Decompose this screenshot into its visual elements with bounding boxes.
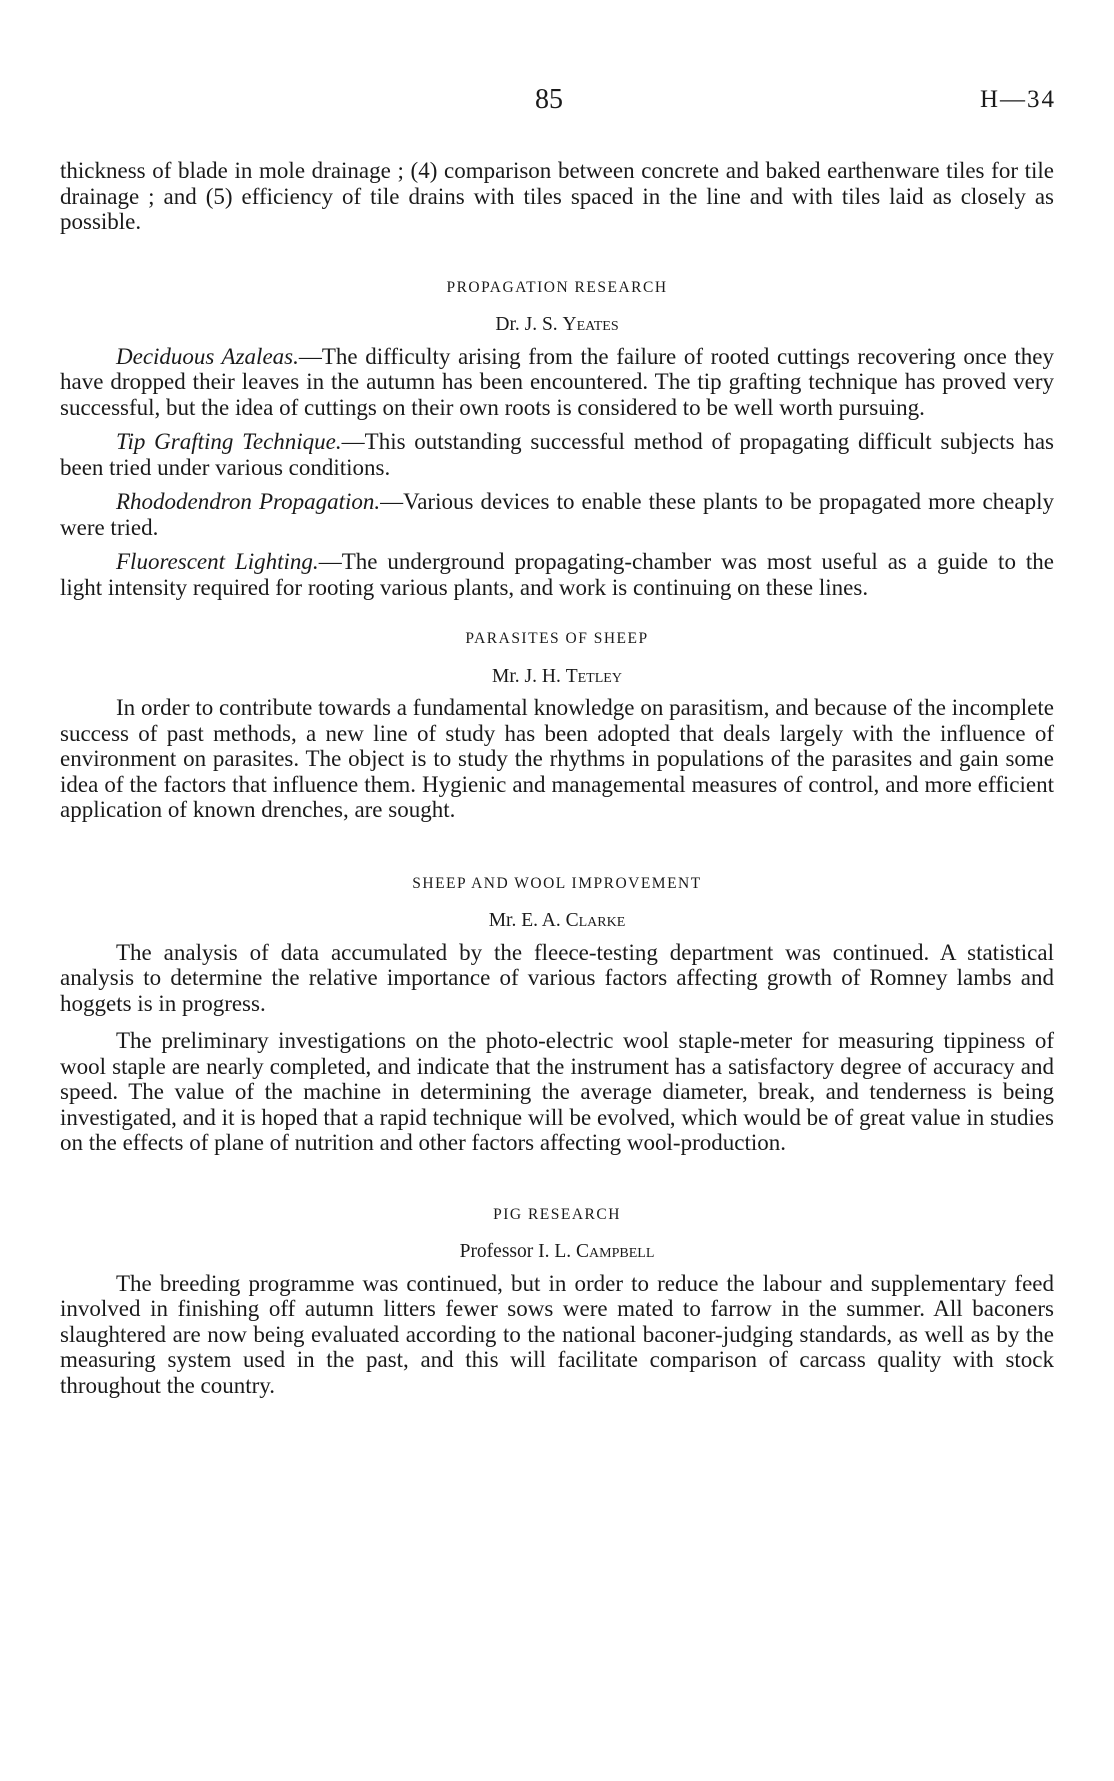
section-pig [60,1202,1054,1399]
paragraph-text: —Various devices to enable these plants to be propagated more cheaply were tried. [60,489,1054,540]
page-number: 85 [535,84,563,115]
section-author [60,908,1054,934]
page-header [0,84,1114,124]
section-author [60,664,1054,690]
section-title: SHEEP AND WOOL IMPROVEMENT [412,874,702,892]
author-prefix: Dr. J. S. [495,314,558,335]
paragraph [60,489,1054,540]
paragraph [60,549,1054,600]
paragraph [60,429,1054,480]
author-name: Clarke [565,910,626,931]
author-name: Campbell [576,1241,655,1262]
section-sheep-wool [60,871,1054,1156]
paragraph-text: —The difficulty arising from the failure of rooted cuttings recovering once they have dropped their leaves in the autumn has been encountered. The tip grafting technique has proved very successful, but the idea of cuttings on their own roots is considered to be well worth pursuing. [60,343,1054,420]
section-title: PARASITES OF SHEEP [465,630,649,647]
author-name: Yeates [562,314,619,335]
paragraph [60,344,1054,421]
section-author [60,1239,1054,1265]
document-reference: H—34 [979,86,1056,113]
author-prefix: Professor I. L. [459,1241,572,1262]
section-parasites [60,626,1054,823]
paragraph-heading: Rhododendron Propagation. [116,489,381,514]
section-title: PIG RESEARCH [493,1205,621,1223]
paragraph-text: —This outstanding successful method of propagating difficult subjects has been tried under various conditions. [60,429,1054,480]
paragraph: The analysis of data accumulated by the fleece-testing department was continued. A statistical analysis to determine the relative importance of various factors affecting growth of Romney lambs and hoggets is in progress. [60,939,1054,1016]
paragraph-text: —The underground propagating-chamber was most useful as a guide to the light intensity required for rooting various plants, and work is continuing on these lines. [60,549,1054,600]
author-prefix: Mr. J. H. [492,665,561,687]
paragraph-heading: Tip Grafting Technique. [116,429,342,454]
section-author [60,312,1054,338]
author-prefix: Mr. E. A. [488,910,561,931]
paragraph: The preliminary investigations on the photo-electric wool staple-meter for measuring tippiness of wool staple are nearly completed, and indicate that the instrument has a satisfactory degree of accuracy and speed. The value of the machine in determining the average diameter, break, and tenderness is being investigated, and it is hoped that a rapid technique will be evolved, which would be of great value in studies on the effects of plane of nutrition and other factors affecting wool-production. [60,1028,1054,1155]
author-name: Tetley [565,665,622,687]
paragraph: In order to contribute towards a fundamental knowledge on parasitism, and because of the incomplete success of past methods, a new line of study has been adopted that deals largely with the influence of environment on parasites. The object is to study the rhythms in populations of the parasites and gain some idea of the factors that influence them. Hygienic and managemental measures of control, and more efficient application of known drenches, are sought. [60,695,1054,822]
section-title: PROPAGATION RESEARCH [446,278,668,296]
intro-paragraph: thickness of blade in mole drainage ; (4) comparison between concrete and baked earthenware tiles for tile drainage ; and (5) efficiency of tile drains with tiles spaced in the line and with tiles laid as closely as possible. [60,158,1054,234]
section-propagation [60,275,1054,601]
paragraph-heading: Deciduous Azaleas. [116,343,299,369]
paragraph: The breeding programme was continued, but in order to reduce the labour and supplementary feed involved in finishing off autumn litters fewer sows were mated to farrow in the summer. All baconers slaughtered are now being evaluated according to the national baconer-judging standards, as well as by the measuring system used in the past, and this will facilitate comparison of carcass quality with stock throughout the country. [60,1270,1054,1398]
paragraph-heading: Fluorescent Lighting. [116,549,319,574]
page-body [60,158,1054,1398]
